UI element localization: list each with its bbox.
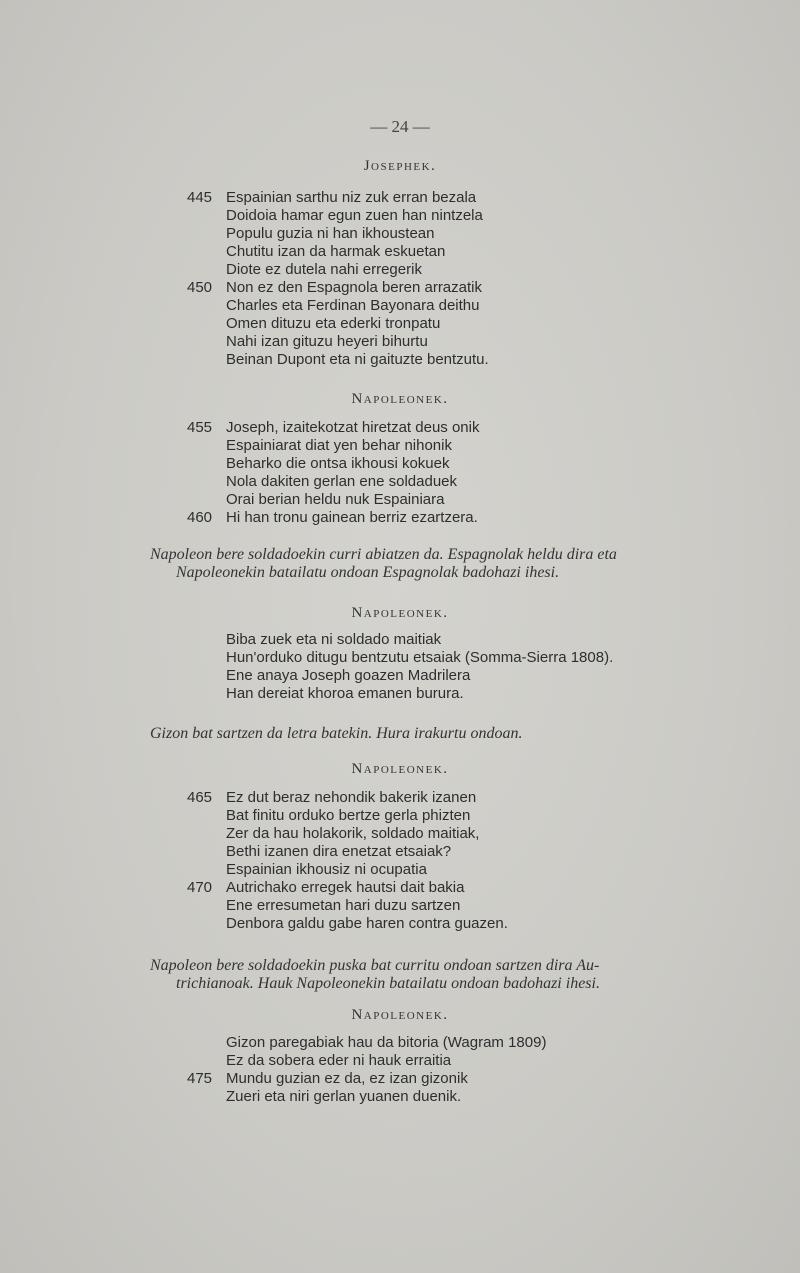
- line-number: 465: [187, 789, 213, 806]
- speaker-heading: Napoleonek.: [351, 391, 449, 407]
- speaker-heading: Josephek.: [363, 158, 437, 174]
- verse-text: Non ez den Espagnola beren arrazatik: [226, 279, 482, 296]
- verse-line: [0, 351, 800, 369]
- verse-line: [0, 807, 800, 825]
- verse-line: [0, 649, 800, 667]
- stage-direction-line: Napoleon bere soldadoekin curri abiatzen da. Espagnolak heldu dira eta: [150, 546, 617, 563]
- verse-text: Autrichako erregek hautsi dait bakia: [226, 879, 465, 896]
- verse-text: Espainian ikhousiz ni ocupatia: [226, 861, 427, 878]
- verse-text: Hi han tronu gainean berriz ezartzera.: [226, 509, 478, 526]
- verse-text: Biba zuek eta ni soldado maitiak: [226, 631, 442, 648]
- verse-line: [0, 861, 800, 879]
- verse-line: [0, 915, 800, 933]
- verse-text: Espainiarat diat yen behar nihonik: [226, 437, 452, 454]
- verse-line: [0, 1034, 800, 1052]
- verse-line: [0, 225, 800, 243]
- verse-text: Chutitu izan da harmak eskuetan: [226, 243, 446, 260]
- verse-line: [0, 243, 800, 261]
- verse-text: Diote ez dutela nahi erregerik: [226, 261, 422, 278]
- verse-text: Ez dut beraz nehondik bakerik izanen: [226, 789, 477, 806]
- verse-line: [0, 491, 800, 509]
- verse-text: Mundu guzian ez da, ez izan gizonik: [226, 1070, 468, 1087]
- verse-text: Nahi izan gituzu heyeri bihurtu: [226, 333, 428, 350]
- line-number: 460: [187, 509, 213, 526]
- stage-direction: [150, 725, 710, 743]
- verse-line: [0, 509, 800, 527]
- line-number: 445: [187, 189, 213, 206]
- line-number: 455: [187, 419, 213, 436]
- verse-text: Beinan Dupont eta ni gaituzte bentzutu.: [226, 351, 489, 368]
- line-number: 475: [187, 1070, 213, 1087]
- verse-block: [0, 189, 800, 369]
- verse-line: [0, 825, 800, 843]
- page-number: — 24 —: [370, 117, 430, 136]
- verse-text: Bethi izanen dira enetzat etsaiak?: [226, 843, 452, 860]
- verse-text: Han dereiat khoroa emanen burura.: [226, 685, 464, 702]
- verse-line: [0, 667, 800, 685]
- verse-line: [0, 473, 800, 491]
- verse-text: Populu guzia ni han ikhoustean: [226, 225, 435, 242]
- verse-text: Zer da hau holakorik, soldado maitiak,: [226, 825, 480, 842]
- verse-text: Orai berian heldu nuk Espainiara: [226, 491, 445, 508]
- stage-direction-line: trichianoak. Hauk Napoleonekin batailatu ondoan badohazi ihesi.: [176, 975, 600, 992]
- verse-line: [0, 631, 800, 649]
- verse-text: Bat finitu orduko bertze gerla phizten: [226, 807, 471, 824]
- verse-text: Charles eta Ferdinan Bayonara deithu: [226, 297, 480, 314]
- verse-line: [0, 455, 800, 473]
- verse-line: [0, 1052, 800, 1070]
- speaker-heading: Napoleonek.: [351, 605, 449, 621]
- verse-line: [0, 1070, 800, 1088]
- stage-direction: [150, 546, 710, 582]
- verse-text: Ene anaya Joseph goazen Madrilera: [226, 667, 471, 684]
- speaker-heading: Napoleonek.: [351, 761, 449, 777]
- verse-block: [0, 419, 800, 527]
- verse-line: [0, 315, 800, 333]
- verse-text: Ez da sobera eder ni hauk erraitia: [226, 1052, 452, 1069]
- verse-text: Gizon paregabiak hau da bitoria (Wagram 1809): [226, 1034, 547, 1051]
- verse-line: [0, 189, 800, 207]
- verse-text: Ene erresumetan hari duzu sartzen: [226, 897, 461, 914]
- verse-line: [0, 789, 800, 807]
- verse-line: [0, 261, 800, 279]
- line-number: 450: [187, 279, 213, 296]
- verse-text: Beharko die ontsa ikhousi kokuek: [226, 455, 450, 472]
- verse-line: [0, 897, 800, 915]
- verse-line: [0, 843, 800, 861]
- verse-text: Zueri eta niri gerlan yuanen duenik.: [226, 1088, 462, 1105]
- verse-line: [0, 437, 800, 455]
- verse-line: [0, 279, 800, 297]
- verse-text: Espainian sarthu niz zuk erran bezala: [226, 189, 477, 206]
- verse-block: [0, 1034, 800, 1106]
- line-number: 470: [187, 879, 213, 896]
- verse-text: Joseph, izaitekotzat hiretzat deus onik: [226, 419, 480, 436]
- verse-text: Omen dituzu eta ederki tronpatu: [226, 315, 441, 332]
- verse-line: [0, 1088, 800, 1106]
- stage-direction: [150, 957, 710, 993]
- stage-direction-line: Gizon bat sartzen da letra batekin. Hura irakurtu ondoan.: [150, 725, 523, 742]
- verse-block: [0, 789, 800, 933]
- verse-line: [0, 297, 800, 315]
- verse-line: [0, 419, 800, 437]
- verse-line: [0, 685, 800, 703]
- verse-line: [0, 879, 800, 897]
- verse-text: Nola dakiten gerlan ene soldaduek: [226, 473, 457, 490]
- verse-line: [0, 333, 800, 351]
- verse-block: [0, 631, 800, 703]
- verse-text: Denbora galdu gabe haren contra guazen.: [226, 915, 508, 932]
- speaker-heading: Napoleonek.: [351, 1007, 449, 1023]
- stage-direction-line: Napoleon bere soldadoekin puska bat curritu ondoan sartzen dira Au-: [150, 957, 600, 974]
- verse-text: Hun'orduko ditugu bentzutu etsaiak (Somma-Sierra 1808).: [226, 649, 614, 666]
- verse-text: Doidoia hamar egun zuen han nintzela: [226, 207, 483, 224]
- verse-line: [0, 207, 800, 225]
- stage-direction-line: Napoleonekin batailatu ondoan Espagnolak badohazi ihesi.: [176, 564, 560, 581]
